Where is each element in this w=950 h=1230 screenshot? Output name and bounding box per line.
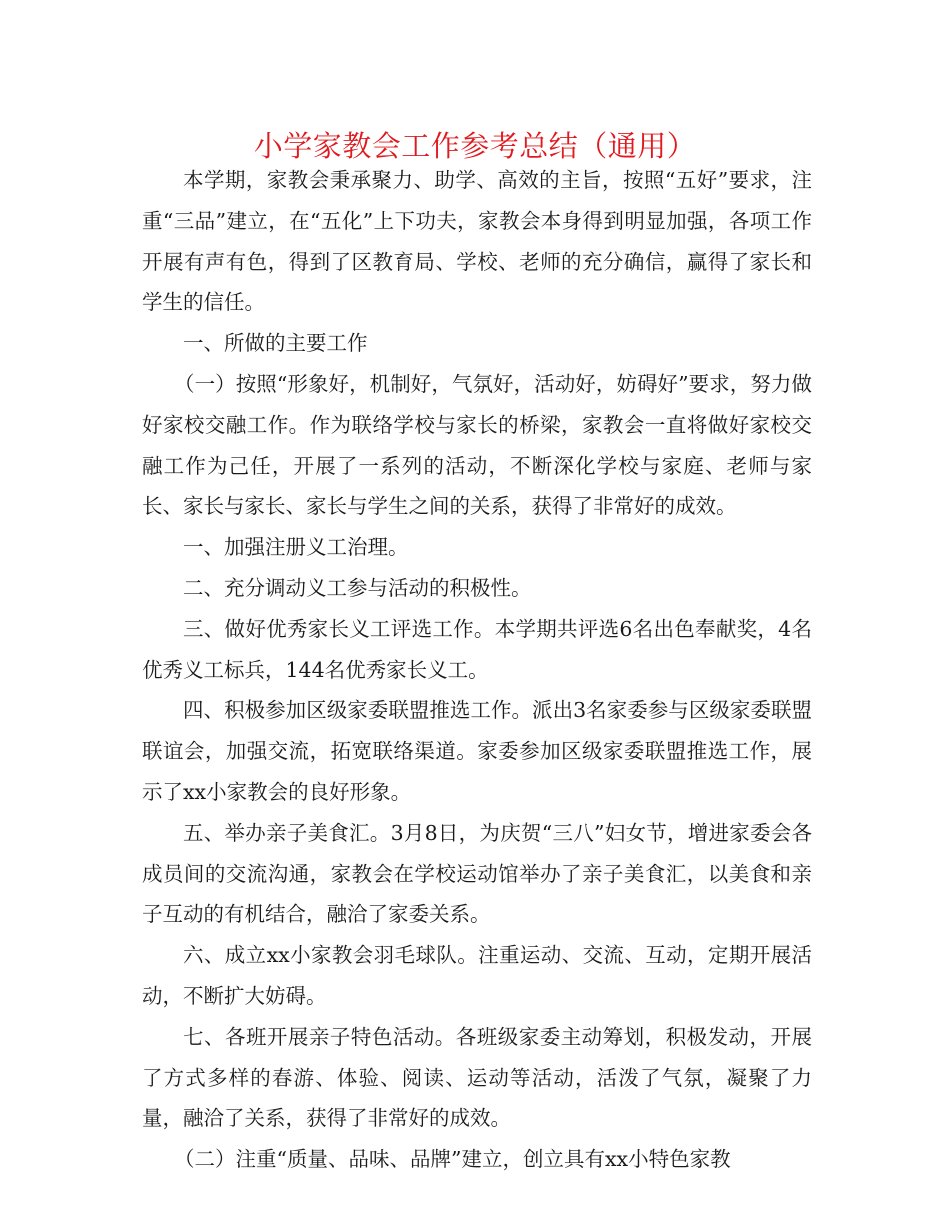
list-item: 一、加强注册义工治理。 [183,535,409,560]
list-item: 五、举办亲子美食汇。3月8日，为庆贺“三八”妇女节，增进家委会各成员间的交流沟通，家教会在学校运动馆举办了亲子美食汇，以美食和亲子互动的有机结合，融洽了家委关系。 [142,820,812,927]
subsection-1: （一）按照“形象好，机制好，气氛好，活动好，妨碍好”要求，努力做好家校交融工作。作为联络学校与家长的桥梁，家教会一直将做好家校交融工作为己任，开展了一系列的活动，不断深化学校与家庭、老师与家长、家长与家长、家长与学生之间的关系，获得了非常好的成效。 [142,371,812,519]
list-item: 六、成立xx小家教会羽毛球队。注重运动、交流、互动，定期开展活动，不断扩大妨碍。 [142,943,812,1008]
list-item: 三、做好优秀家长义工评选工作。本学期共评选6名出色奉献奖，4名优秀义工标兵，144名优秀家长义工。 [142,616,812,682]
section-heading: 一、所做的主要工作 [183,331,368,356]
document-body [142,160,812,1180]
list-item: 七、各班开展亲子特色活动。各班级家委主动筹划，积极发动，开展了方式多样的春游、体验、阅读、运动等活动，活泼了气氛，凝聚了力量，融洽了关系，获得了非常好的成效。 [142,1024,812,1131]
list-item: 四、积极参加区级家委联盟推选工作。派出3名家委参与区级家委联盟联谊会，加强交流，拓宽联络渠道。家委参加区级家委联盟推选工作，展示了xx小家教会的良好形象。 [142,698,812,804]
document-title: 小学家教会工作参考总结（通用） [253,129,697,163]
list-item: 二、充分调动义工参与活动的积极性。 [183,575,532,600]
paragraph-intro: 本学期，家教会秉承聚力、助学、高效的主旨，按照“五好”要求，注重“三品”建立，在“五化”上下功夫，家教会本身得到明显加强，各项工作开展有声有色，得到了区教育局、学校、老师的充分确信，赢得了家长和学生的信任。 [142,168,812,315]
subsection-2: （二）注重“质量、品味、品牌”建立，创立具有xx小特色家教 [174,1147,731,1172]
